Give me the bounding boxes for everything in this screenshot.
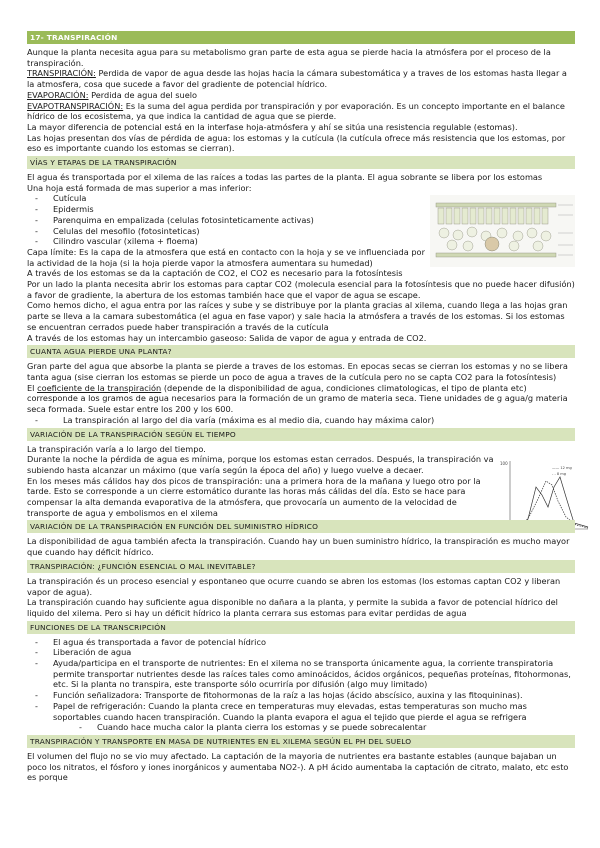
section-body [27,444,495,519]
section-header: VARIACIÓN DE LA TRANSPIRACIÓN SEGÚN EL TIEMPO [27,428,575,441]
list-item: - Celulas del mesofilo (fotosinteticas) [27,226,422,237]
section-header: CUANTA AGUA PIERDE UNA PLANTA? [27,345,575,358]
list-item: - Liberación de agua [27,647,575,658]
graph-legend-1: —— 12 mg [552,466,572,470]
paragraph: En los meses más cálidos hay dos picos de transpiración: una a primera hora de la mañana y luego otro por la tarde. Esto se corresponde a un cierre estomático durante las horas más cálidas del día. Esto se hace para compensar la alta demanda evaporativa de la atmósfera, que provocaría un aumento de la velocidad de transporte de agua y embolismos en el xilema [27,475,481,518]
paragraph: A través de los estomas hay un intercambio gaseoso: Salida de vapor de agua y entrada de CO2. [27,332,427,343]
definition-text: Es la suma del agua perdida por transpiración y por evaporación. Es un concepto importante en el balance hídrico de los ecosistema, ya que indica la cantidad de agua que se pierde. [27,100,565,122]
paragraph: La transpiración cuando hay suficiente agua disponible no dañara a la planta, y permite la subida a favor de potencial hídrico del liquido del xilema. Pero si hay un déficit hídrico la planta cerrara sus estomas para evitar perdidas de agua [27,597,558,618]
definition-text: Perdida de agua del suelo [88,89,198,100]
section-header: FUNCIONES DE LA TRANSCRIPCIÓN [27,621,575,634]
paragraph: Durante la noche la pérdida de agua es mínima, porque los estomas estan cerrados. Después, la transpiración va subiendo hasta alcanzar un máximo (que varía según la época del año) y luego vuelve a decaer. [27,454,494,475]
list-item: - La transpiración al largo del dia varía (máxima es al medio dia, cuando hay máxima calor) [27,415,575,426]
definition-evapotranspiration [27,101,575,122]
document-content [27,29,575,783]
section-header: VÍAS Y ETAPAS DE LA TRANSPIRACIÓN [27,156,575,169]
text: El [27,382,38,393]
paragraph: La transpiración és un proceso esencial y espontaneo que ocurre cuando se abren los estomas (los estomas captan CO2 y liberan vapor de agua). [27,575,561,597]
section-header: VARIACIÓN DE LA TRANSPIRACIÓN EN FUNCIÓN DEL SUMINISTRO HÍDRICO [27,520,575,533]
list-item: - Ayuda/participa en el transporte de nutrientes: En el xilema no se transporta únicamente agua, la corriente transpiratoria permite transportar nutrientes desde las raíces tales como aminoácidos, ácidos orgánicos, pequeñas proteínas, fitohormonas, etc. Si la planta no transpira, este transporte sólo ocurriría por difusión (algo muy limitado) [27,658,575,690]
definition-transpiration [27,68,575,89]
paragraph-coefficient [27,383,575,415]
term: TRANSPIRACIÓN: [27,68,96,79]
list-item: - Cilindro vascular (xilema + floema) [27,236,422,247]
paragraph: Una hoja está formada de mas superior a mas inferior: [27,182,252,193]
paragraph: Por un lado la planta necesita abrir los estomas para captar CO2 (molecula esencial para la fotosíntesis que no puede hacer difusión) a favor de gradiente, la abertura de los estomas también hace que el vapor de agua se escape. [27,279,575,300]
list [27,415,575,426]
paragraph: La disponibilidad de agua también afecta la transpiración. Cuando hay un buen suministro hídrico, la transpiración es mucho mayor que cuando hay déficit hídrico. [27,536,570,558]
definition-evaporation [27,90,575,101]
term: EVAPORACIÓN: [27,89,89,100]
list-item: - El agua és transportada a favor de potencial hídrico [27,637,575,648]
page-title: 17- TRANSPIRACIÓN [27,31,575,44]
list-item: - Parenquima en empalizada (celulas fotosinteticamente activas) [27,215,422,226]
paragraph: El agua és transportada por el xilema de las raíces a todas las partes de la planta. El agua sobrante se libera por los estomas [27,172,543,183]
paragraph: Las hojas presentan dos vías de pérdida de agua: los estomas y la cutícula (la cutícula ofrece más resistencia que los estomas, por eso es importante cuando los estomas se cierran). [27,132,566,154]
section-header: TRANSPIRACIÓN Y TRANSPORTE EN MASA DE NUTRIENTES EN EL XILEMA SEGÚN EL PH DEL SUELO [27,735,575,748]
definition-text: Perdida de vapor de agua desde las hojas hacia la cámara subestomática y a traves de los estomas hasta llegar a la atmosfera, cosa que sucede a favor del gradiente de potencial hídrico. [27,68,567,90]
list-item: - Epidermis [27,204,422,215]
term: coeficiente de la transpiración [37,382,162,393]
text: (depende de la disponibilidad de agua, condiciones climatologicas, el tipo de planta etc) corresponde a los gramos de agua necesarios para la formación de un gramo de materia seca. Tiene unidades de g agua/g materia seca formada. Suele estar entre los 200 y los 600. [27,382,568,415]
graph-ymax-label: 100 [500,461,508,466]
paragraph: La mayor diferencia de potencial está en la interfase hoja-atmósfera y ahí se sitúa una resistencia regulable (estomas). [27,121,518,132]
functions-list [27,637,575,733]
intro-paragraph: Aunque la planta necesita agua para su metabolismo gran parte de esta agua se pierde hacia la atmósfera por el proceso de la transpiración. [27,47,551,68]
list-item: - Cutícula [27,193,422,204]
paragraph: A través de los estomas se da la captación de CO2, el CO2 es necesario para la fotosíntesis [27,268,403,279]
paragraph: Gran parte del agua que absorbe la planta se pierde a traves de los estomas. En epocas secas se cierran los estomas y no se libera tanta agua (sise cierran los estomas se pierde un poco de agua a traves de la cutícula pero no se capta CO2 para la fotosíntesis) [27,361,568,382]
term: EVAPOTRANSPIRACIÓN: [27,100,124,111]
leaf-layers-list [27,193,422,247]
section-header: TRANSPIRACIÓN: ¿FUNCIÓN ESENCIAL O MAL INEVITABLE? [27,560,575,573]
paragraph: Capa límite: Es la capa de la atmosfera que está en contacto con la hoja y se ve influenciada por la actividad de la hoja (si la hoja pierde vapor la atmosfera aumentara su humedad) [27,246,425,268]
list-item: - Función señalizadora: Transporte de fitohormonas de la raíz a las hojas (ácido abscísico, auxina y las fitoquininas). [27,690,575,701]
list-subitem: - Cuando hace mucha calor la planta cierra los estomas y se puede sobrecalentar [27,722,575,733]
paragraph: La transpiración varía a lo largo del tiempo. [27,443,206,454]
paragraph: El volumen del flujo no se vio muy afectado. La captación de la mayoria de nutrientes era bastante estables (aunque bajaban un poco los nitratos, el fósforo y iones inorgánicos y aumentaba NO2-). A pH ácido aumentaba la captación de citrato, malato, etc esto es porque [27,750,569,783]
paragraph: Como hemos dicho, el agua entra por las raíces y sube y se distribuye por la planta gracias al xilema, cuando llega a las hojas gran parte se lleva a la camara subestomática (el agua en fase vapor) y sale hacia la atmósfera a través de los estomas. Si los estomas se encuentran cerrados puede haber transpiración a través de la cutícula [27,300,568,332]
list-item: - Papel de refrigeración: Cuando la planta crece en temperaturas muy elevadas, estas temperaturas son mucho mas soportables cuando hacen transpiración. Cuando la planta evapora el agua el tejido que pierde el agua se refrigera [27,701,575,722]
graph-legend-2: - - 8 mg [552,472,567,476]
